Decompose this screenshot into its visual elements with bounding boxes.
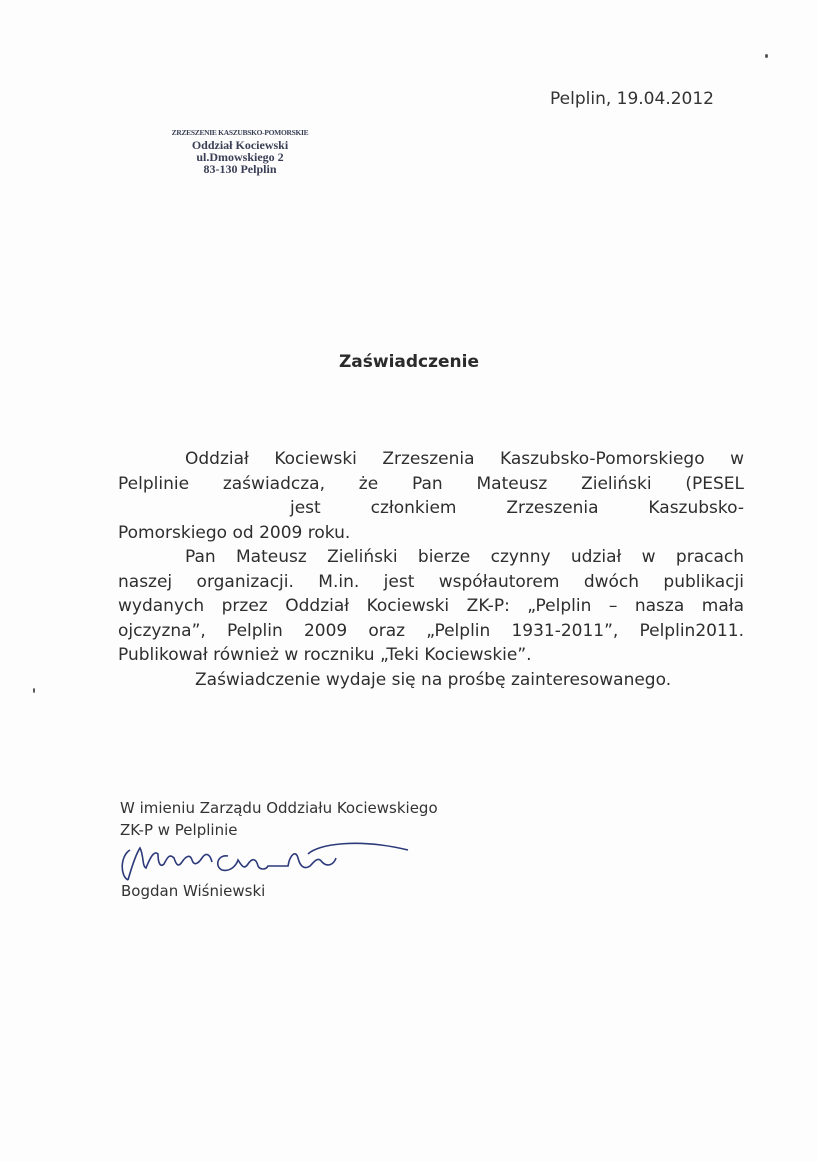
document-title: Zaświadczenie: [338, 352, 480, 372]
stamp-street: ul.Dmowskiego 2: [196, 150, 284, 164]
body-line: Zaświadczenie wydaje się na prośbę zainteresowanego.: [195, 669, 672, 690]
body-line: Pomorskiego od 2009 roku.: [118, 522, 351, 543]
organization-stamp: [140, 127, 340, 175]
signature-stroke: [122, 848, 212, 880]
handwritten-signature: [118, 836, 413, 886]
scan-speck: [33, 688, 35, 693]
closing-block: [120, 797, 438, 841]
body-line: ojczyzna”, Pelplin 2009 oraz „Pelplin 1931-2011”, Pelplin2011.: [118, 620, 744, 641]
stamp-branch: Oddział Kociewski: [191, 138, 289, 152]
closing-line: W imieniu Zarządu Oddziału Kociewskiego: [120, 799, 438, 817]
body-line: Oddział Kociewski Zrzeszenia Kaszubsko-Pomorskiego w: [185, 449, 744, 469]
stamp-postal: 83-130 Pelplin: [203, 162, 277, 176]
signature-stroke: [218, 843, 408, 870]
document-body: [118, 447, 744, 692]
body-line: Pelplinie zaświadcza, że Pan Mateusz Zieliński (PESEL: [118, 473, 744, 494]
body-line: Pan Mateusz Zieliński bierze czynny udział w pracach: [185, 547, 744, 567]
body-line: jest członkiem Zrzeszenia Kaszubsko-: [290, 498, 744, 518]
signer-name: Bogdan Wiśniewski: [121, 882, 266, 900]
body-line: Publikował również w roczniku „Teki Kociewskie”.: [118, 645, 532, 665]
body-line: naszej organizacji. M.in. jest współautorem dwóch publikacji: [118, 571, 744, 592]
body-line: wydanych przez Oddział Kociewski ZK-P: „Pelplin – nasza mała: [118, 596, 744, 616]
date-line: Pelplin, 19.04.2012: [550, 89, 714, 109]
scan-speck: [765, 54, 768, 58]
stamp-organization: ZRZESZENIE KASZUBSKO-POMORSKIE: [171, 128, 309, 137]
closing-line: ZK-P w Pelplinie: [120, 821, 238, 839]
